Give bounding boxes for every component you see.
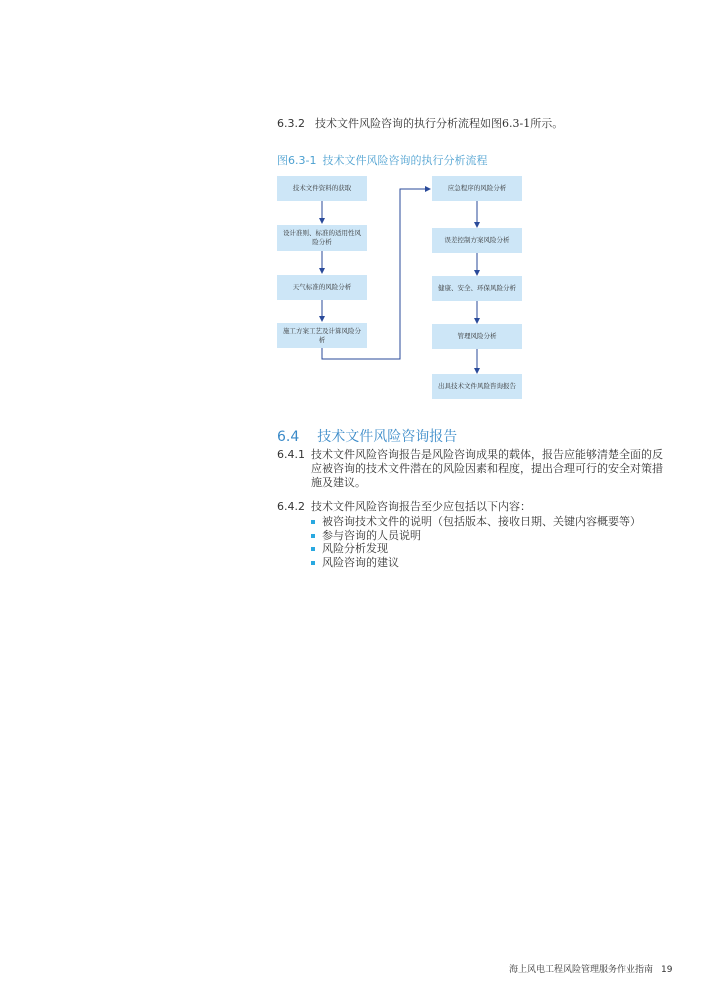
section-heading-6-4 xyxy=(277,426,457,446)
paragraph-6-3-2 xyxy=(277,115,563,131)
figure-number: 图6.3-1 xyxy=(277,154,317,167)
flow-box-design-criteria: 设计准则、标准的适用性风险分析 xyxy=(277,225,367,251)
flow-box-construction-method: 施工方案工艺及计算风险分析 xyxy=(277,323,367,348)
paragraph-text: 技术文件风险咨询报告至少应包括以下内容： xyxy=(311,500,531,513)
paragraph-text: 技术文件风险咨询的执行分析流程如图6.3-1所示。 xyxy=(315,117,564,130)
content-list xyxy=(311,515,641,569)
section-title: 技术文件风险咨询报告 xyxy=(317,429,458,445)
bullet-square-icon xyxy=(311,534,315,538)
paragraph-number: 6.4.2 xyxy=(277,500,305,513)
flow-box-error-control: 误差控制方案风险分析 xyxy=(432,228,522,253)
bullet-square-icon xyxy=(311,520,315,524)
bullet-square-icon xyxy=(311,561,315,565)
figure-title: 技术文件风险咨询的执行分析流程 xyxy=(322,154,488,167)
footer-title: 海上风电工程风险管理服务作业指南 xyxy=(509,965,654,975)
list-item: 被咨询技术文件的说明（包括版本、接收日期、关键内容概要等） xyxy=(311,515,641,529)
flow-box-report: 出具技术文件风险咨询报告 xyxy=(432,374,522,399)
flow-box-document-acquisition: 技术文件资料的获取 xyxy=(277,176,367,201)
paragraph-6-4-2 xyxy=(277,500,677,514)
list-item: 风险分析发现 xyxy=(311,542,641,556)
paragraph-number: 6.4.1 xyxy=(277,448,305,461)
page-footer xyxy=(509,962,672,975)
list-item: 参与咨询的人员说明 xyxy=(311,529,641,543)
flow-box-emergency-procedure: 应急程序的风险分析 xyxy=(432,176,522,201)
figure-caption xyxy=(277,152,487,168)
bullet-square-icon xyxy=(311,547,315,551)
flow-box-weather-standard: 天气标准的风险分析 xyxy=(277,275,367,300)
list-item: 风险咨询的建议 xyxy=(311,556,641,570)
section-number: 6.4 xyxy=(277,429,300,445)
paragraph-number: 6.3.2 xyxy=(277,117,305,130)
flow-box-management: 管理风险分析 xyxy=(432,324,522,349)
paragraph-6-4-1 xyxy=(277,448,677,492)
flow-box-hse: 健康、安全、环保风险分析 xyxy=(432,276,522,301)
page-number: 19 xyxy=(661,965,673,975)
paragraph-text: 技术文件风险咨询报告是风险咨询成果的载体，报告应能够清楚全面的反应被咨询的技术文件潜在的风险因素和程度，提出合理可行的安全对策措施及建议。 xyxy=(311,448,663,489)
